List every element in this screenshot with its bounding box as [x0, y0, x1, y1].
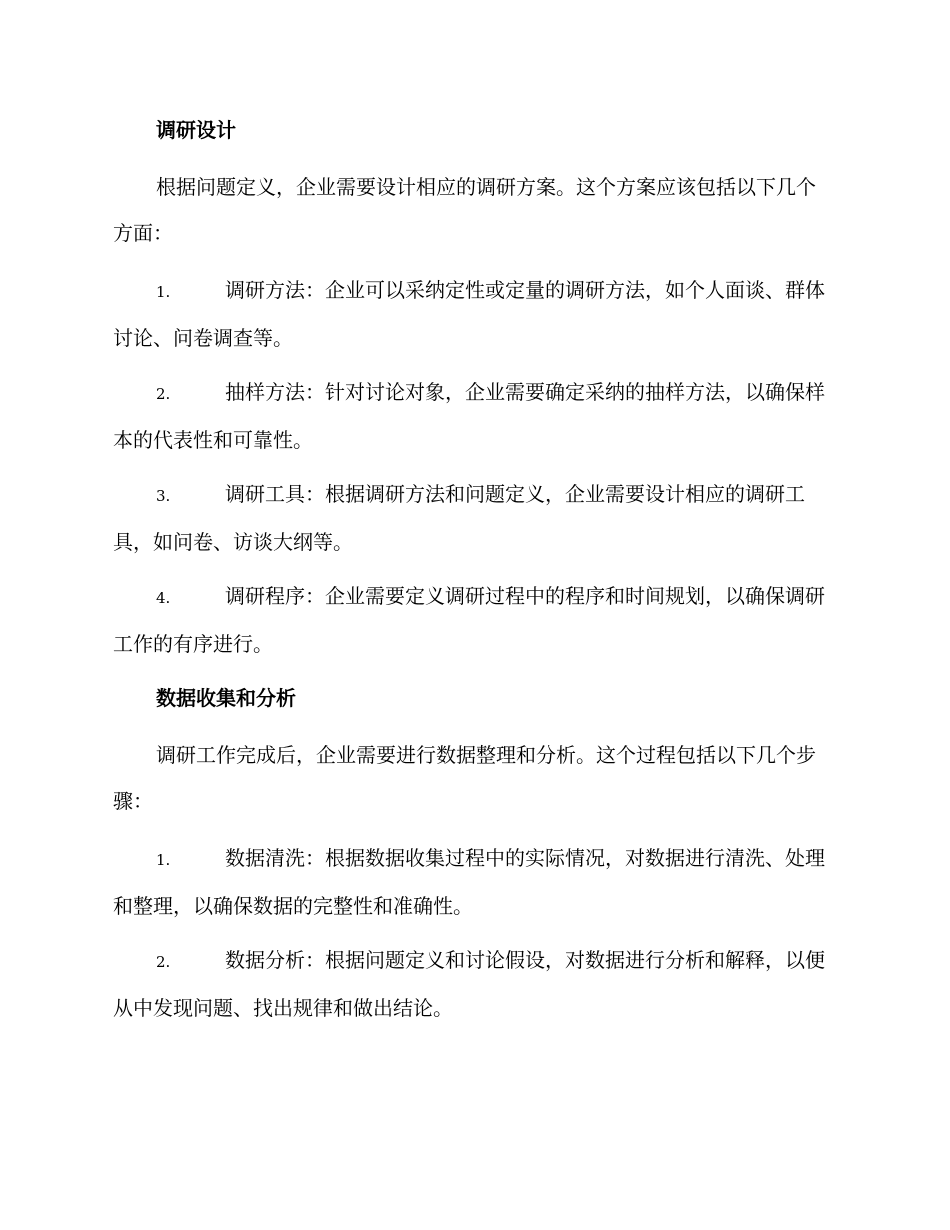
list-item-number: 4. — [156, 589, 171, 607]
section-heading-data-collection: 数据收集和分析 — [156, 686, 296, 710]
list-item-text: 抽样方法：针对讨论对象，企业需要确定采纳的抽样方法，以确保样本的代表性和可靠性。 — [113, 380, 825, 452]
list-item — [113, 573, 833, 667]
list-item-number: 3. — [156, 487, 171, 505]
list-item — [113, 471, 833, 565]
list-item — [113, 937, 833, 1031]
list-item-text: 调研方法：企业可以采纳定性或定量的调研方法，如个人面谈、群体讨论、问卷调查等。 — [113, 278, 825, 350]
list-item-number: 1. — [156, 851, 171, 869]
section-heading-research-design: 调研设计 — [156, 118, 236, 142]
section-intro-paragraph: 调研工作完成后，企业需要进行数据整理和分析。这个过程包括以下几个步骤： — [113, 743, 816, 813]
list-item-text: 数据清洗：根据数据收集过程中的实际情况，对数据进行清洗、处理和整理，以确保数据的完整性和准确性。 — [113, 846, 825, 918]
list-item — [113, 369, 833, 463]
list-item-number: 2. — [156, 953, 171, 971]
list-item — [113, 835, 833, 929]
list-item-number: 1. — [156, 283, 171, 301]
list-item-number: 2. — [156, 385, 171, 403]
list-item-text: 数据分析：根据问题定义和讨论假设，对数据进行分析和解释，以便从中发现问题、找出规律和做出结论。 — [113, 948, 825, 1020]
list-item-text: 调研程序：企业需要定义调研过程中的程序和时间规划，以确保调研工作的有序进行。 — [113, 584, 825, 656]
list-item — [113, 267, 833, 361]
list-item-text: 调研工具：根据调研方法和问题定义，企业需要设计相应的调研工具，如问卷、访谈大纲等。 — [113, 482, 805, 554]
section-intro-paragraph: 根据问题定义，企业需要设计相应的调研方案。这个方案应该包括以下几个方面： — [113, 175, 816, 245]
